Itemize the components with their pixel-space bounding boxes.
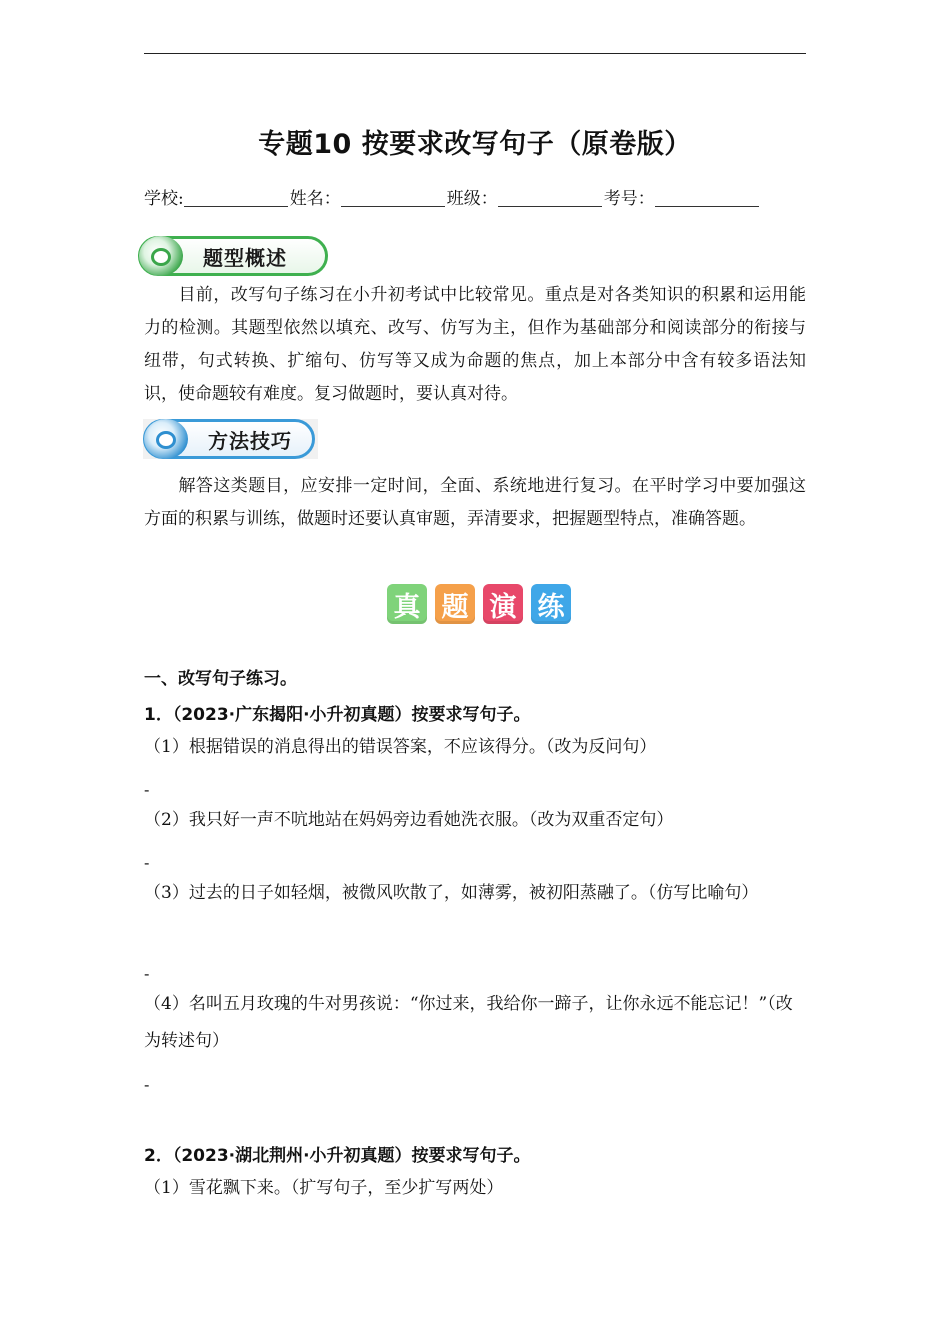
speech-bubble-icon <box>144 419 188 459</box>
overview-paragraph: 目前，改写句子练习在小升初考试中比较常见。重点是对各类知识的积累和运用能力的检测。其题型依然以填充、改写、仿写为主，但作为基础部分和阅读部分的衔接与纽带，句式转换、扩缩句、仿写等又成为命题的焦点，加上本部分中含有较多语法知识，使命题较有难度。复习做题时，要认真对待。 <box>144 285 806 404</box>
practice-banner <box>387 584 571 624</box>
class-label: 班级： <box>446 189 498 209</box>
overview-badge <box>138 236 328 276</box>
method-badge-label: 方法技巧 <box>208 428 292 453</box>
answer-line-4[interactable]: - <box>144 1075 150 1094</box>
question-1-heading: 1．（2023·广东揭阳·小升初真题）按要求写句子。 <box>144 705 531 725</box>
banner-tile-3: 演 <box>483 584 523 624</box>
student-info-line <box>144 184 761 209</box>
banner-tile-4: 练 <box>531 584 571 624</box>
exam-number-label: 考号： <box>603 189 655 209</box>
question-1-item-1: （1）根据错误的消息得出的错误答案，不应该得分。（改为反问句） <box>144 737 657 757</box>
banner-tile-2: 题 <box>435 584 475 624</box>
answer-line-2[interactable]: - <box>144 853 150 872</box>
page-title: 专题10 按要求改写句子（原卷版） <box>258 129 692 160</box>
overview-badge-label: 题型概述 <box>203 245 287 270</box>
name-blank[interactable] <box>341 190 445 207</box>
question-2-heading: 2．（2023·湖北荆州·小升初真题）按要求写句子。 <box>144 1146 531 1166</box>
header-rule <box>144 53 806 54</box>
question-1-item-4: （4）名叫五月玫瑰的牛对男孩说：“你过来，我给你一蹄子，让你永远不能忘记！”（改为转述句） <box>144 994 793 1051</box>
section-heading: 一、改写句子练习。 <box>144 669 297 689</box>
method-badge <box>143 419 318 459</box>
speech-bubble-icon <box>139 236 183 276</box>
question-1-item-2: （2）我只好一声不吭地站在妈妈旁边看她洗衣服。（改为双重否定句） <box>144 810 674 830</box>
question-1-item-3: （3）过去的日子如轻烟，被微风吹散了，如薄雾，被初阳蒸融了。（仿写比喻句） <box>144 883 759 903</box>
school-blank[interactable] <box>184 190 288 207</box>
exam-number-blank[interactable] <box>655 190 759 207</box>
answer-line-1[interactable]: - <box>144 780 150 799</box>
method-paragraph: 解答这类题目，应安排一定时间，全面、系统地进行复习。在平时学习中要加强这方面的积累与训练，做题时还要认真审题，弄清要求，把握题型特点，准确答题。 <box>144 476 806 529</box>
question-2-item-1: （1）雪花飘下来。（扩写句子，至少扩写两处） <box>144 1178 504 1198</box>
name-label: 姓名： <box>289 189 341 209</box>
answer-line-3[interactable]: - <box>144 964 150 983</box>
class-blank[interactable] <box>498 190 602 207</box>
banner-tile-1: 真 <box>387 584 427 624</box>
school-label: 学校: <box>144 189 184 209</box>
